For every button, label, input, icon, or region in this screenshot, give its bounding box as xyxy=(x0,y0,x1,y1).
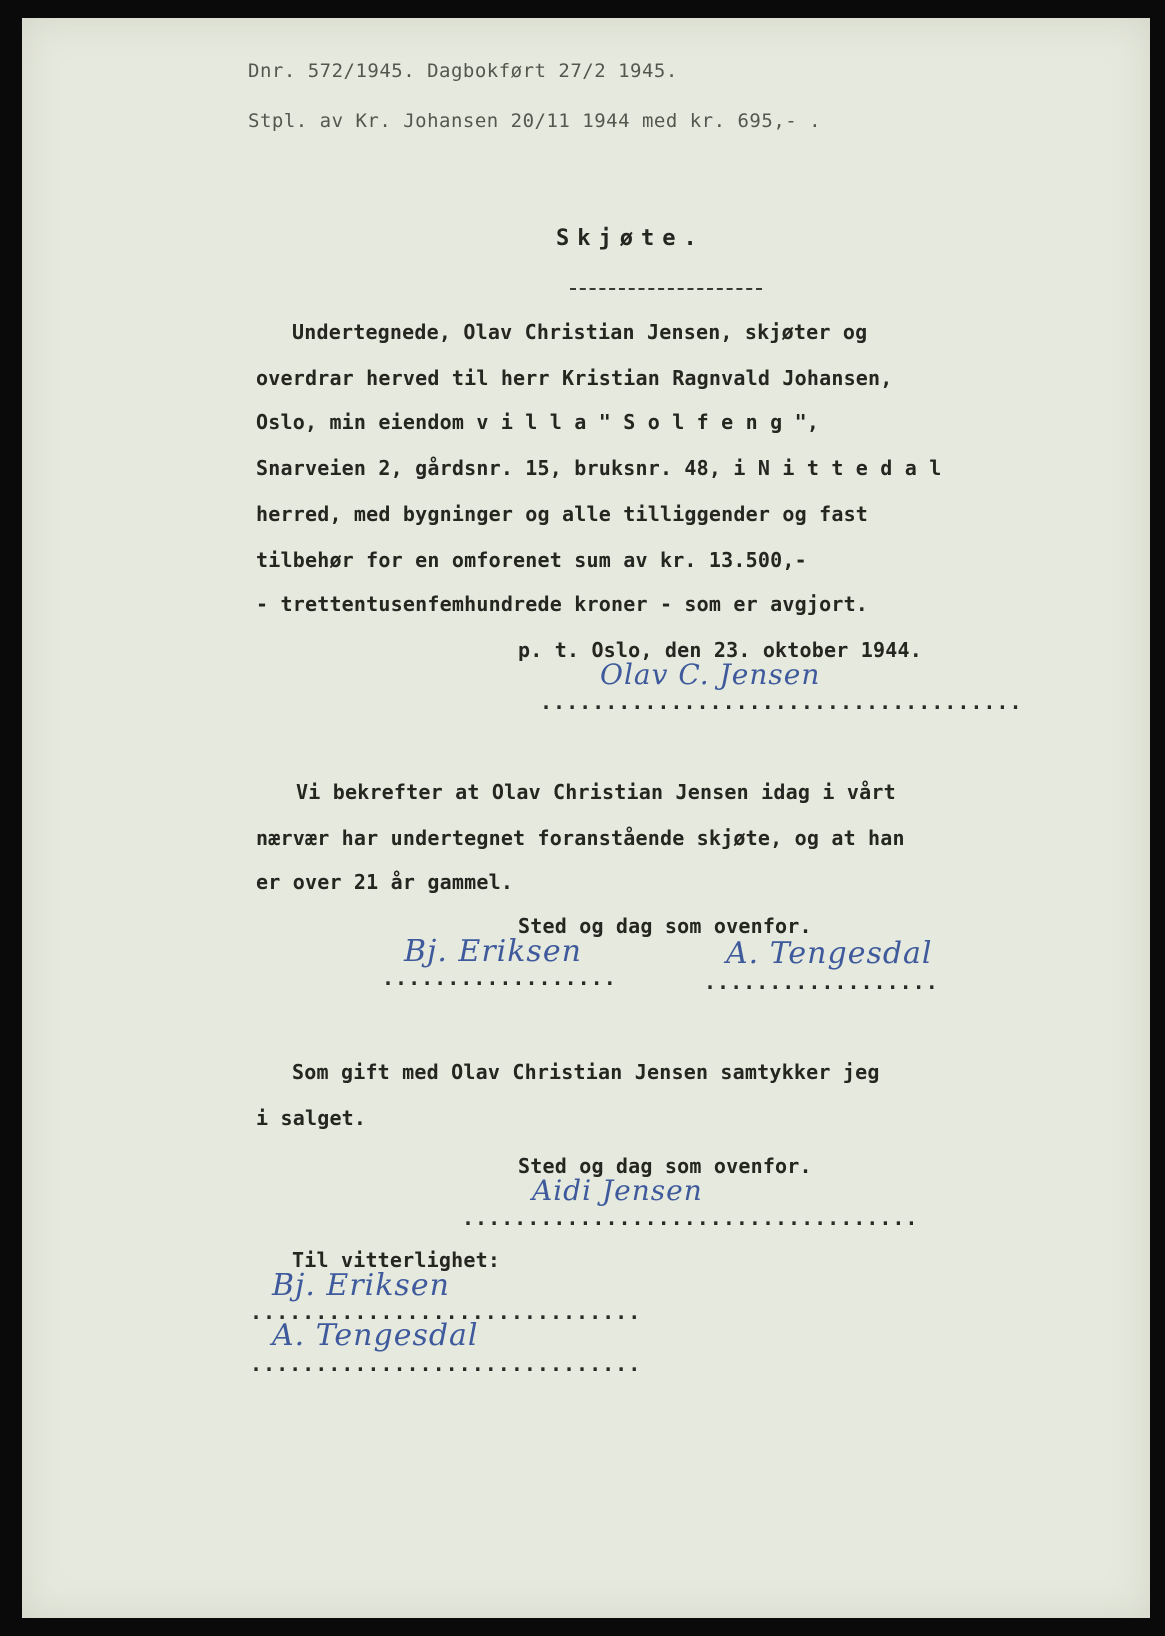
deed-line: herred, med bygninger og alle tilliggender og fast xyxy=(256,502,869,526)
witness-signature-line-2: .................. xyxy=(704,970,939,994)
attest-signature-eriksen: Bj. Eriksen xyxy=(272,1268,450,1303)
deed-line: - trettentusenfemhundrede kroner - som er avgjort. xyxy=(256,592,869,616)
confirmation-place-date: Sted og dag som ovenfor. xyxy=(518,914,812,938)
confirmation-line: Vi bekrefter at Olav Christian Jensen idag i vårt xyxy=(296,780,896,804)
stamp-note: Stpl. av Kr. Johansen 20/11 1944 med kr. 695,- . xyxy=(248,110,822,132)
deed-line: Undertegnede, Olav Christian Jensen, skjøter og xyxy=(292,320,868,344)
witness-signature-tengesdal: A. Tengesdal xyxy=(726,936,933,971)
confirmation-line: er over 21 år gammel. xyxy=(256,870,514,894)
spouse-signature-line: ................................... xyxy=(462,1206,919,1230)
consent-line: i salget. xyxy=(256,1106,367,1130)
seller-signature: Olav C. Jensen xyxy=(600,658,821,691)
document-page xyxy=(22,18,1150,1618)
attest-signature-line-1: .............................. xyxy=(250,1300,642,1324)
title-underline xyxy=(570,288,762,290)
diary-number: Dnr. 572/1945. Dagbokført 27/2 1945. xyxy=(248,60,678,82)
witness-label: Til vitterlighet: xyxy=(292,1248,501,1272)
witness-signature-line-1: .................. xyxy=(382,966,617,990)
deed-place-date: p. t. Oslo, den 23. oktober 1944. xyxy=(518,638,922,662)
witness-signature-eriksen: Bj. Eriksen xyxy=(404,934,582,969)
consent-line: Som gift med Olav Christian Jensen samtykker jeg xyxy=(292,1060,880,1084)
deed-line: Snarveien 2, gårdsnr. 15, bruksnr. 48, i N i t t e d a l xyxy=(256,456,942,480)
attest-signature-tengesdal: A. Tengesdal xyxy=(272,1318,479,1353)
seller-signature-line: ..................................... xyxy=(540,690,1023,714)
confirmation-line: nærvær har undertegnet foranstående skjøte, og at han xyxy=(256,826,905,850)
attest-signature-line-2: .............................. xyxy=(250,1352,642,1376)
spouse-signature: Aidi Jensen xyxy=(532,1174,703,1207)
consent-place-date: Sted og dag som ovenfor. xyxy=(518,1154,812,1178)
deed-line: tilbehør for en omforenet sum av kr. 13.500,- xyxy=(256,548,807,572)
deed-line: overdrar herved til herr Kristian Ragnvald Johansen, xyxy=(256,366,893,390)
document-title: Skjøte. xyxy=(556,226,705,251)
deed-line: Oslo, min eiendom v i l l a " S o l f e n g ", xyxy=(256,410,820,434)
